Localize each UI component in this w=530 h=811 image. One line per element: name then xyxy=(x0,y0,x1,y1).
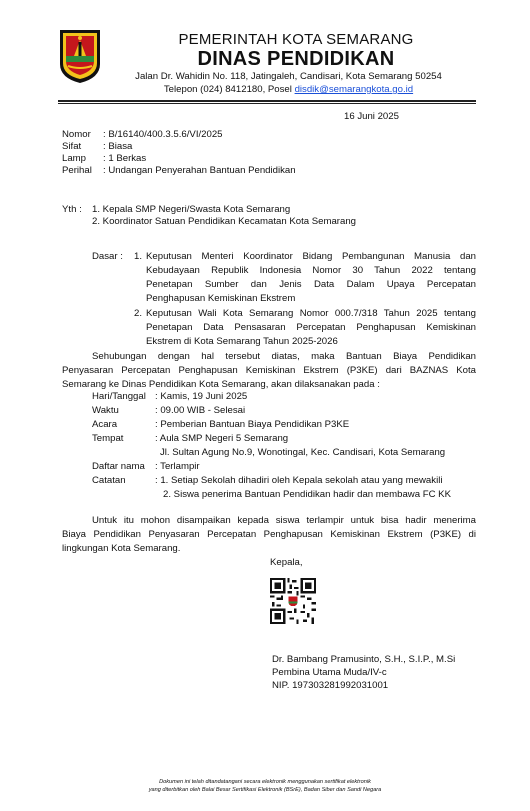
meta-label: Perihal xyxy=(62,165,92,176)
agency-contact xyxy=(116,84,461,95)
detail-label: Daftar nama xyxy=(92,461,145,472)
detail-label: Acara xyxy=(92,419,118,430)
signatory-nip: NIP. 197303281992031001 xyxy=(272,680,389,691)
government-name: PEMERINTAH KOTA SEMARANG xyxy=(178,31,414,48)
meta-value: : B/16140/400.3.5.6/VI/2025 xyxy=(103,129,223,140)
closing-line: lingkungan Kota Semarang. xyxy=(62,543,181,554)
dasar-line: Kebudayaan Republik Indonesia Nomor 30 Tahun 2022 tentang xyxy=(146,265,476,276)
detail-value: : Aula SMP Negeri 5 Semarang xyxy=(155,433,289,444)
detail-label: Tempat xyxy=(92,433,124,444)
closing-line: Biaya Pendidikan Penyasaran Percepatan Penghapusan Kemiskinan Ekstrem (P3KE) di xyxy=(62,529,476,540)
body-line: Semarang ke Dinas Pendidikan Kota Semarang, akan dilaksanakan pada : xyxy=(62,379,380,390)
dasar-line: Ekstrem di Kota Semarang Tahun 2025-2026 xyxy=(146,336,338,347)
recipient-item: 2. Koordinator Satuan Pendidikan Kecamatan Kota Semarang xyxy=(92,216,357,227)
detail-value: Jl. Sultan Agung No.9, Wonotingal, Kec. Candisari, Kota Semarang xyxy=(160,447,446,458)
dasar-line: Penetapan Sumber dan Jenis Data Dalam Upaya Percepatan xyxy=(146,279,476,290)
detail-value: : Terlampir xyxy=(155,461,200,472)
body-line: Penyasaran Percepatan Penghapusan Kemiskinan Ekstrem (P3KE) dari BAZNAS Kota xyxy=(62,365,476,376)
recipient-prefix: Yth : xyxy=(62,204,82,215)
detail-value: : 09.00 WIB - Selesai xyxy=(155,405,246,416)
dasar-number: 2. xyxy=(134,308,143,319)
meta-value: : Undangan Penyerahan Bantuan Pendidikan xyxy=(103,165,296,176)
header-rule-thin xyxy=(58,103,476,104)
meta-label: Lamp xyxy=(62,153,86,164)
dasar-label: Dasar : xyxy=(92,251,123,262)
footer-note: Dokumen ini telah ditandatangani secara elektronik menggunakan sertifikat elektronik xyxy=(159,779,371,785)
detail-value: : 1. Setiap Sekolah dihadiri oleh Kepala sekolah atau yang mewakili xyxy=(155,475,443,486)
detail-label: Waktu xyxy=(92,405,119,416)
agency-name: DINAS PENDIDIKAN xyxy=(197,48,395,70)
meta-label: Sifat xyxy=(62,141,82,152)
meta-label: Nomor xyxy=(62,129,91,140)
detail-value: : Pemberian Bantuan Biaya Pendidikan P3KE xyxy=(155,419,350,430)
signature-title: Kepala, xyxy=(270,557,303,568)
dasar-line: Penetapan Data Pensasaran Percepatan Penghapusan Kemiskinan xyxy=(146,322,476,333)
qr-code-icon xyxy=(270,578,316,624)
agency-address: Jalan Dr. Wahidin No. 118, Jatingaleh, Candisari, Kota Semarang 50254 xyxy=(135,71,442,82)
meta-value: : 1 Berkas xyxy=(103,153,147,164)
dasar-line: Penghapusan Kemiskinan Ekstrem xyxy=(146,293,296,304)
recipient-item: 1. Kepala SMP Negeri/Swasta Kota Semarang xyxy=(92,204,291,215)
signatory-name: Dr. Bambang Pramusinto, S.H., S.I.P., M.Si xyxy=(272,654,456,665)
semarang-city-emblem xyxy=(58,28,102,84)
detail-value: 2. Siswa penerima Bantuan Pendidikan hadir dan membawa FC KK xyxy=(163,489,451,500)
dasar-line: Keputusan Wali Kota Semarang Nomor 000.7/318 Tahun 2025 tentang xyxy=(146,308,476,319)
dasar-line: Keputusan Menteri Koordinator Bidang Pembangunan Manusia dan xyxy=(146,251,476,262)
email-link[interactable]: disdik@semarangkota.go.id xyxy=(294,84,414,95)
header-rule xyxy=(58,100,476,102)
detail-label: Catatan xyxy=(92,475,126,486)
body-line: Sehubungan dengan hal tersebut diatas, maka Bantuan Biaya Pendidikan xyxy=(92,351,476,362)
detail-label: Hari/Tanggal xyxy=(92,391,146,402)
phone-text: Telepon (024) 8412180, Posel xyxy=(163,84,295,95)
footer-note: yang diterbitkan oleh Balai Besar Sertifikasi Elektronik (BSrE), Badan Siber dan Sandi Negara xyxy=(148,787,382,793)
meta-value: : Biasa xyxy=(103,141,133,152)
signatory-rank: Pembina Utama Muda/IV-c xyxy=(272,667,387,678)
letter-date: 16 Juni 2025 xyxy=(344,111,399,122)
closing-line: Untuk itu mohon disampaikan kepada siswa terlampir untuk bisa hadir menerima xyxy=(92,515,476,526)
detail-value: : Kamis, 19 Juni 2025 xyxy=(155,391,248,402)
dasar-number: 1. xyxy=(134,251,143,262)
